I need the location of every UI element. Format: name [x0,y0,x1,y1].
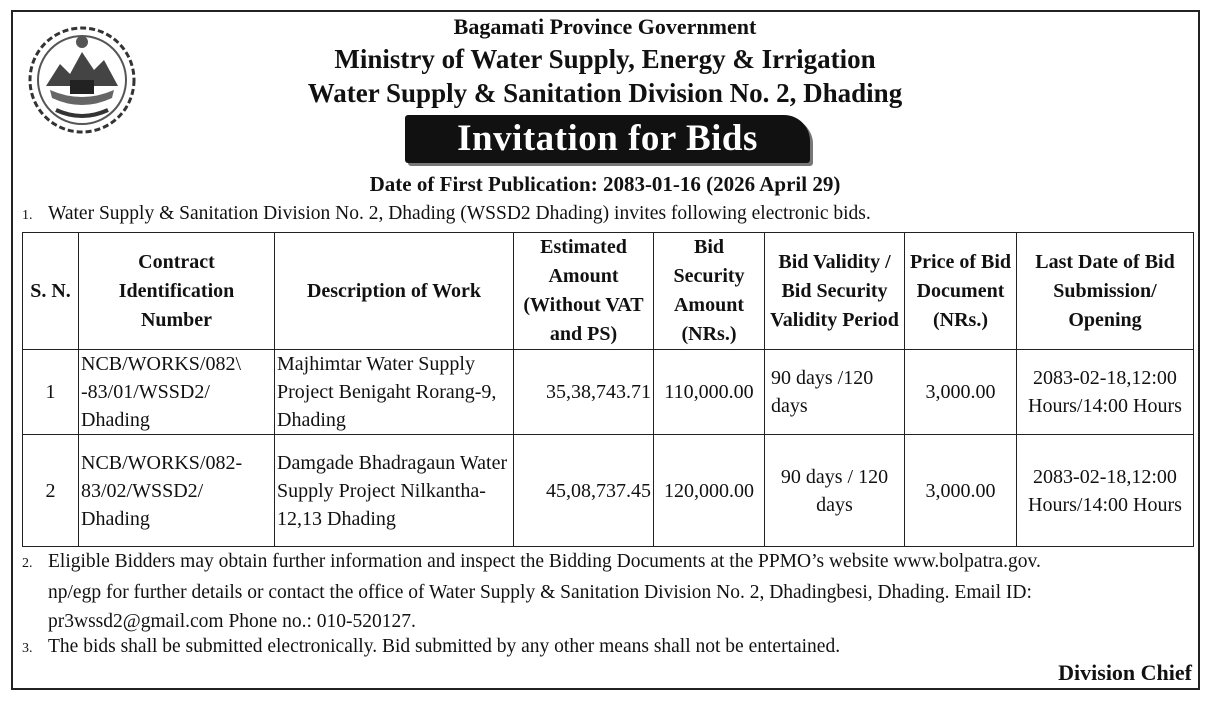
column-header: Last Date of Bid Submission/ Opening [1017,233,1194,350]
signature-title: Division Chief [1058,660,1192,685]
contract-id: NCB/WORKS/082- 83/02/WSSD2/ Dhading [79,435,275,547]
item-number: 3. [22,641,33,656]
paragraph-1 [22,199,871,230]
division-name: Water Supply & Sanitation Division No. 2, Dhading [307,78,903,108]
paragraph-text: pr3wssd2@gmail.com Phone no.: 010-520127. [48,611,416,632]
document-price: 3,000.00 [905,350,1017,435]
last-date: 2083-02-18,12:00 Hours/14:00 Hours [1017,435,1194,547]
bid-security-amount: 110,000.00 [654,350,765,435]
column-header: Bid Security Amount (NRs.) [654,233,765,350]
column-header: Contract Identification Number [79,233,275,350]
serial-number: 2 [23,435,79,547]
validity-period: 90 days /120 days [765,350,905,435]
table-header-row [23,233,1194,350]
column-header: Description of Work [275,233,514,350]
work-description: Majhimtar Water Supply Project Benigaht Rorang-9, Dhading [275,350,514,435]
column-header: Price of Bid Document (NRs.) [905,233,1017,350]
item-number: 2. [22,556,33,571]
table-row [23,350,1194,435]
estimated-amount: 45,08,737.45 [514,435,654,547]
bids-table [22,232,1194,547]
ministry-name: Ministry of Water Supply, Energy & Irrigation [334,44,876,74]
column-header: Estimated Amount (Without VAT and PS) [514,233,654,350]
serial-number: 1 [23,350,79,435]
paragraph-text: np/egp for further details or contact the office of Water Supply & Sanitation Division No. 2, Dhadingbesi, Dhading. Email ID: [48,582,1032,603]
work-description: Damgade Bhadragaun Water Supply Project Nilkantha-12,13 Dhading [275,435,514,547]
bid-security-amount: 120,000.00 [654,435,765,547]
table-row [23,435,1194,547]
last-date: 2083-02-18,12:00 Hours/14:00 Hours [1017,350,1194,435]
paragraph-text: Eligible Bidders may obtain further information and inspect the Bidding Documents at the PPMO’s website www.bolpatra.gov. [48,551,1041,572]
publication-date: Date of First Publication: 2083-01-16 (2026 April 29) [369,172,841,196]
validity-period: 90 days / 120 days [765,435,905,547]
document-price: 3,000.00 [905,435,1017,547]
paragraph-2 [22,547,1041,636]
paragraph-3 [22,632,840,663]
paragraph-text: Water Supply & Sanitation Division No. 2, Dhading (WSSD2 Dhading) invites following electronic bids. [48,203,871,224]
item-number: 1. [22,208,33,223]
column-header: Bid Validity / Bid Security Validity Period [765,233,905,350]
notice-title: Invitation for Bids [405,115,810,163]
column-header: S. N. [23,233,79,350]
province-name: Bagamati Province Government [453,14,757,39]
estimated-amount: 35,38,743.71 [514,350,654,435]
paragraph-text: The bids shall be submitted electronically. Bid submitted by any other means shall not be entertained. [48,636,841,657]
contract-id: NCB/WORKS/082\ -83/01/WSSD2/ Dhading [79,350,275,435]
